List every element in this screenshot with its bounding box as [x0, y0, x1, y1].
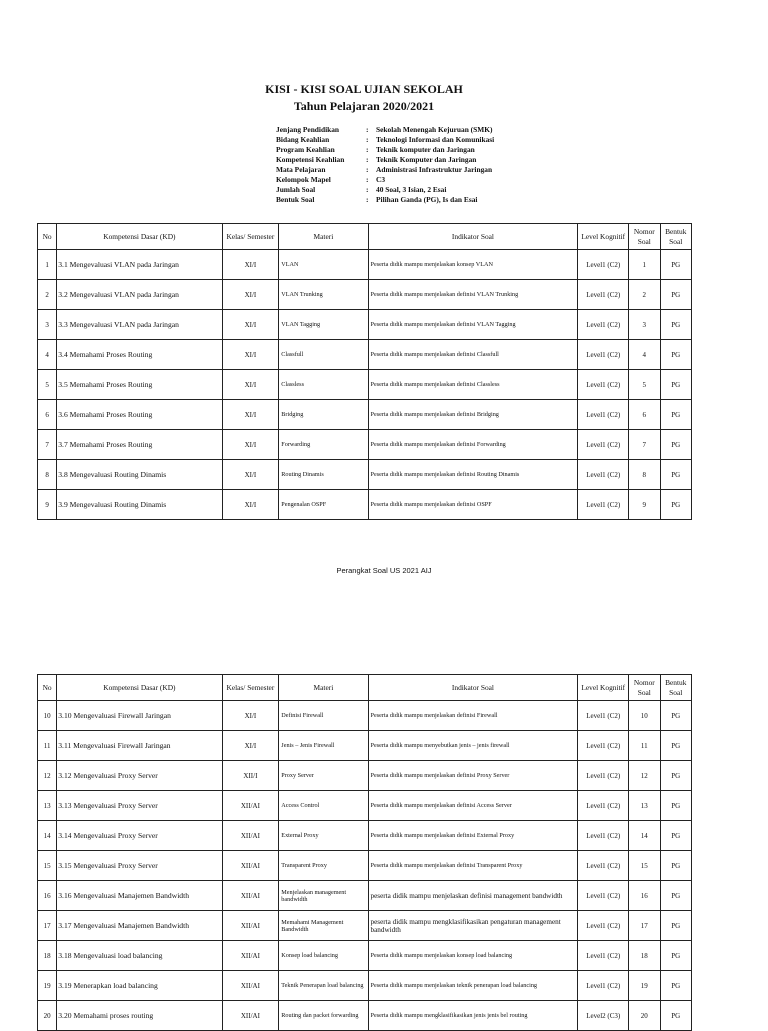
- cell-level: Level1 (C2): [578, 701, 629, 731]
- cell-indikator: Peserta didik mampu menjelaskan definisi Firewall: [368, 701, 578, 731]
- cell-nomor: 8: [629, 460, 660, 490]
- exam-info-row: [276, 135, 494, 145]
- info-key: Kompetensi Keahlian: [276, 155, 345, 164]
- info-separator: :: [366, 185, 369, 194]
- cell-level: Level1 (C2): [578, 971, 629, 1001]
- cell-indikator: Peserta didik mampu menjelaskan definisi Proxy Server: [368, 761, 578, 791]
- exam-info-row: [276, 145, 494, 155]
- cell-kd: 3.5 Memahami Proses Routing: [57, 370, 222, 400]
- cell-nomor: 18: [629, 941, 660, 971]
- cell-nomor: 4: [629, 340, 660, 370]
- exam-info-block: [276, 125, 494, 205]
- cell-indikator: Peserta didik mampu menjelaskan definisi Bridging: [368, 400, 578, 430]
- cell-nomor: 7: [629, 430, 660, 460]
- cell-materi: Bridging: [279, 400, 368, 430]
- cell-kd: 3.11 Mengevaluasi Firewall Jaringan: [57, 731, 222, 761]
- cell-materi: Konsep load balancing: [279, 941, 368, 971]
- cell-level: Level1 (C2): [578, 821, 629, 851]
- table-row: [38, 340, 692, 370]
- cell-no: 8: [38, 460, 57, 490]
- cell-kd: 3.16 Mengevaluasi Manajemen Bandwidth: [57, 881, 222, 911]
- cell-indikator: Peserta didik mampu menyebutkan jenis – jenis firewall: [368, 731, 578, 761]
- cell-no: 14: [38, 821, 57, 851]
- cell-kd: 3.6 Memahami Proses Routing: [57, 400, 222, 430]
- info-separator: :: [366, 195, 369, 204]
- cell-no: 2: [38, 280, 57, 310]
- info-value: 40 Soal, 3 Isian, 2 Esai: [376, 185, 447, 194]
- cell-no: 7: [38, 430, 57, 460]
- info-value: Teknik komputer dan Jaringan: [376, 145, 475, 154]
- cell-materi: External Proxy: [279, 821, 368, 851]
- cell-indikator: Peserta didik mampu menjelaskan konsep load balancing: [368, 941, 578, 971]
- table-row: [38, 911, 692, 941]
- cell-kd: 3.3 Mengevaluasi VLAN pada Jaringan: [57, 310, 222, 340]
- cell-bentuk: PG: [660, 490, 692, 520]
- cell-no: 9: [38, 490, 57, 520]
- cell-nomor: 12: [629, 761, 660, 791]
- cell-materi: Jenis – Jenis Firewall: [279, 731, 368, 761]
- info-key: Jenjang Pendidikan: [276, 125, 340, 134]
- cell-no: 10: [38, 701, 57, 731]
- column-header-indikator: Indikator Soal: [368, 224, 578, 250]
- cell-kd: 3.4 Memahami Proses Routing: [57, 340, 222, 370]
- page-footer: Perangkat Soal US 2021 AIJ: [336, 566, 432, 575]
- exam-info-row: [276, 125, 494, 135]
- cell-kelas: XII/AI: [222, 911, 279, 941]
- cell-kd: 3.13 Mengevaluasi Proxy Server: [57, 791, 222, 821]
- cell-nomor: 16: [629, 881, 660, 911]
- cell-indikator: Peserta didik mampu menjelaskan definisi VLAN Tagging: [368, 310, 578, 340]
- cell-nomor: 9: [629, 490, 660, 520]
- cell-bentuk: PG: [660, 280, 692, 310]
- info-key: Mata Pelajaran: [276, 165, 326, 174]
- cell-kelas: XII/AI: [222, 791, 279, 821]
- cell-kelas: XII/AI: [222, 1001, 279, 1031]
- table-row: [38, 881, 692, 911]
- cell-level: Level1 (C2): [578, 490, 629, 520]
- cell-nomor: 15: [629, 851, 660, 881]
- column-header-level: Level Kognitif: [578, 675, 629, 701]
- info-key: Kelompok Mapel: [276, 175, 331, 184]
- cell-kelas: XI/I: [222, 400, 279, 430]
- column-header-materi: Materi: [279, 675, 368, 701]
- exam-info-row: [276, 175, 494, 185]
- cell-indikator: Peserta didik mampu menjelaskan definisi Access Server: [368, 791, 578, 821]
- cell-level: Level1 (C2): [578, 761, 629, 791]
- table-row: [38, 310, 692, 340]
- column-header-bentuk: Bentuk Soal: [660, 224, 692, 250]
- table-row: [38, 851, 692, 881]
- cell-bentuk: PG: [660, 400, 692, 430]
- cell-nomor: 17: [629, 911, 660, 941]
- column-header-nomor: Nomor Soal: [629, 224, 660, 250]
- info-value: Sekolah Menengah Kejuruan (SMK): [376, 125, 493, 134]
- cell-level: Level1 (C2): [578, 370, 629, 400]
- cell-indikator: Peserta didik mampu menjelaskan teknik penerapan load balancing: [368, 971, 578, 1001]
- cell-nomor: 6: [629, 400, 660, 430]
- table-row: [38, 791, 692, 821]
- info-separator: :: [366, 165, 369, 174]
- cell-nomor: 14: [629, 821, 660, 851]
- cell-nomor: 11: [629, 731, 660, 761]
- cell-indikator: Peserta didik mampu menjelaskan definisi VLAN Trunking: [368, 280, 578, 310]
- table-row: [38, 821, 692, 851]
- cell-no: 13: [38, 791, 57, 821]
- cell-no: 15: [38, 851, 57, 881]
- question-grid-table-2: [37, 674, 692, 1031]
- cell-indikator: Peserta didik mampu menjelaskan definisi External Proxy: [368, 821, 578, 851]
- cell-level: Level1 (C2): [578, 791, 629, 821]
- cell-kelas: XII/AI: [222, 821, 279, 851]
- cell-kd: 3.19 Menerapkan load balancing: [57, 971, 222, 1001]
- info-key: Program Keahlian: [276, 145, 335, 154]
- cell-bentuk: PG: [660, 460, 692, 490]
- cell-kd: 3.8 Mengevaluasi Routing Dinamis: [57, 460, 222, 490]
- cell-indikator: Peserta didik mampu menjelaskan definisi OSPF: [368, 490, 578, 520]
- cell-materi: Definisi Firewall: [279, 701, 368, 731]
- table-row: [38, 731, 692, 761]
- cell-bentuk: PG: [660, 731, 692, 761]
- info-value: Teknologi Informasi dan Komunikasi: [376, 135, 495, 144]
- cell-no: 11: [38, 731, 57, 761]
- cell-materi: Teknik Penerapan load balancing: [279, 971, 368, 1001]
- info-separator: :: [366, 125, 369, 134]
- info-value: Administrasi Infrastruktur Jaringan: [376, 165, 493, 174]
- cell-kelas: XI/I: [222, 430, 279, 460]
- column-header-kd: Kompetensi Dasar (KD): [57, 224, 222, 250]
- table-row: [38, 370, 692, 400]
- cell-kelas: XI/I: [222, 731, 279, 761]
- column-header-materi: Materi: [279, 224, 368, 250]
- cell-indikator: Peserta didik mampu menjelaskan definisi Classfull: [368, 340, 578, 370]
- cell-kd: 3.20 Memahami proses routing: [57, 1001, 222, 1031]
- document-subtitle: Tahun Pelajaran 2020/2021: [293, 99, 435, 113]
- cell-no: 3: [38, 310, 57, 340]
- cell-indikator: Peserta didik mampu menjelaskan konsep VLAN: [368, 250, 578, 280]
- column-header-kelas: Kelas/ Semester: [222, 224, 279, 250]
- cell-materi: VLAN Tagging: [279, 310, 368, 340]
- cell-level: Level1 (C2): [578, 941, 629, 971]
- cell-kelas: XII/AI: [222, 881, 279, 911]
- table-row: [38, 280, 692, 310]
- cell-no: 17: [38, 911, 57, 941]
- cell-kelas: XI/I: [222, 280, 279, 310]
- cell-bentuk: PG: [660, 701, 692, 731]
- table-row: [38, 250, 692, 280]
- table-row: [38, 701, 692, 731]
- cell-kd: 3.18 Mengevaluasi load balancing: [57, 941, 222, 971]
- cell-kd: 3.2 Mengevaluasi VLAN pada Jaringan: [57, 280, 222, 310]
- column-header-no: No: [38, 224, 57, 250]
- cell-kelas: XI/I: [222, 250, 279, 280]
- cell-no: 19: [38, 971, 57, 1001]
- cell-kd: 3.17 Mengevaluasi Manajemen Bandwidth: [57, 911, 222, 941]
- table-row: [38, 430, 692, 460]
- cell-materi: Forwarding: [279, 430, 368, 460]
- cell-bentuk: PG: [660, 971, 692, 1001]
- cell-kd: 3.7 Memahami Proses Routing: [57, 430, 222, 460]
- cell-bentuk: PG: [660, 791, 692, 821]
- cell-nomor: 10: [629, 701, 660, 731]
- document-title: KISI - KISI SOAL UJIAN SEKOLAH: [265, 82, 463, 96]
- cell-indikator: Peserta didik mampu menjelaskan definisi Classless: [368, 370, 578, 400]
- cell-kelas: XII/I: [222, 761, 279, 791]
- cell-indikator: Peserta didik mampu menjelaskan definisi Forwarding: [368, 430, 578, 460]
- cell-bentuk: PG: [660, 851, 692, 881]
- cell-nomor: 19: [629, 971, 660, 1001]
- cell-level: Level1 (C2): [578, 250, 629, 280]
- table-row: [38, 490, 692, 520]
- cell-no: 12: [38, 761, 57, 791]
- cell-nomor: 2: [629, 280, 660, 310]
- cell-level: Level1 (C2): [578, 430, 629, 460]
- cell-materi: Transparent Proxy: [279, 851, 368, 881]
- cell-no: 6: [38, 400, 57, 430]
- cell-level: Level2 (C3): [578, 1001, 629, 1031]
- column-header-level: Level Kognitif: [578, 224, 629, 250]
- cell-kd: 3.9 Mengevaluasi Routing Dinamis: [57, 490, 222, 520]
- cell-materi: Menjelaskan management bandwidth: [279, 881, 368, 911]
- cell-bentuk: PG: [660, 821, 692, 851]
- table-header-row: [38, 224, 692, 250]
- table-header-row: [38, 675, 692, 701]
- exam-info-row: [276, 165, 494, 175]
- table-row: [38, 761, 692, 791]
- cell-nomor: 3: [629, 310, 660, 340]
- cell-level: Level1 (C2): [578, 400, 629, 430]
- cell-materi: Access Control: [279, 791, 368, 821]
- column-header-kelas: Kelas/ Semester: [222, 675, 279, 701]
- table-row: [38, 971, 692, 1001]
- info-key: Bentuk Soal: [276, 195, 315, 204]
- cell-materi: VLAN: [279, 250, 368, 280]
- info-value: Teknik Komputer dan Jaringan: [376, 155, 477, 164]
- table-row: [38, 400, 692, 430]
- cell-materi: Routing dan packet forwarding: [279, 1001, 368, 1031]
- cell-level: Level1 (C2): [578, 881, 629, 911]
- cell-kd: 3.14 Mengevaluasi Proxy Server: [57, 821, 222, 851]
- table-row: [38, 941, 692, 971]
- question-grid-table-1: [37, 223, 692, 520]
- cell-indikator: peserta didik mampu mengklasifikasikan pengaturan management bandwidth: [368, 911, 578, 941]
- cell-no: 18: [38, 941, 57, 971]
- exam-info-row: [276, 185, 494, 195]
- cell-bentuk: PG: [660, 250, 692, 280]
- cell-materi: Classfull: [279, 340, 368, 370]
- cell-level: Level1 (C2): [578, 851, 629, 881]
- cell-level: Level1 (C2): [578, 310, 629, 340]
- cell-bentuk: PG: [660, 1001, 692, 1031]
- cell-no: 5: [38, 370, 57, 400]
- info-value: Pilihan Ganda (PG), Is dan Esai: [376, 195, 478, 204]
- info-separator: :: [366, 175, 369, 184]
- cell-materi: Pengenalan OSPF: [279, 490, 368, 520]
- cell-indikator: Peserta didik mampu menjelaskan definisi Transparent Proxy: [368, 851, 578, 881]
- cell-kd: 3.1 Mengevaluasi VLAN pada Jaringan: [57, 250, 222, 280]
- cell-bentuk: PG: [660, 340, 692, 370]
- info-separator: :: [366, 155, 369, 164]
- cell-nomor: 20: [629, 1001, 660, 1031]
- cell-nomor: 13: [629, 791, 660, 821]
- cell-kelas: XII/AI: [222, 941, 279, 971]
- cell-kelas: XI/I: [222, 310, 279, 340]
- cell-kd: 3.10 Mengevaluasi Firewall Jaringan: [57, 701, 222, 731]
- cell-level: Level1 (C2): [578, 460, 629, 490]
- column-header-kd: Kompetensi Dasar (KD): [57, 675, 222, 701]
- cell-indikator: Peserta didik mampu mengklasifikasikan jenis jenis bel routing: [368, 1001, 578, 1031]
- cell-kelas: XI/I: [222, 370, 279, 400]
- table-row: [38, 1001, 692, 1031]
- cell-kelas: XI/I: [222, 701, 279, 731]
- cell-kelas: XI/I: [222, 340, 279, 370]
- column-header-nomor: Nomor Soal: [629, 675, 660, 701]
- cell-no: 16: [38, 881, 57, 911]
- cell-nomor: 1: [629, 250, 660, 280]
- cell-kelas: XI/I: [222, 460, 279, 490]
- table-row: [38, 460, 692, 490]
- cell-materi: Proxy Server: [279, 761, 368, 791]
- cell-materi: Classless: [279, 370, 368, 400]
- cell-bentuk: PG: [660, 310, 692, 340]
- cell-materi: Routing Dinamis: [279, 460, 368, 490]
- cell-indikator: peserta didik mampu menjelaskan definisi management bandwidth: [368, 881, 578, 911]
- cell-bentuk: PG: [660, 761, 692, 791]
- cell-materi: VLAN Trunking: [279, 280, 368, 310]
- column-header-no: No: [38, 675, 57, 701]
- info-key: Jumlah Soal: [276, 185, 316, 194]
- cell-bentuk: PG: [660, 430, 692, 460]
- cell-kd: 3.15 Mengevaluasi Proxy Server: [57, 851, 222, 881]
- cell-no: 1: [38, 250, 57, 280]
- info-separator: :: [366, 135, 369, 144]
- info-separator: :: [366, 145, 369, 154]
- exam-info-row: [276, 155, 494, 165]
- cell-kelas: XII/AI: [222, 851, 279, 881]
- cell-bentuk: PG: [660, 370, 692, 400]
- info-value: C3: [376, 175, 386, 184]
- column-header-bentuk: Bentuk Soal: [660, 675, 692, 701]
- cell-indikator: Peserta didik mampu menjelaskan definisi Routing Dinamis: [368, 460, 578, 490]
- cell-kelas: XI/I: [222, 490, 279, 520]
- cell-no: 20: [38, 1001, 57, 1031]
- cell-level: Level1 (C2): [578, 340, 629, 370]
- cell-kelas: XII/AI: [222, 971, 279, 1001]
- column-header-indikator: Indikator Soal: [368, 675, 578, 701]
- cell-kd: 3.12 Mengevaluasi Proxy Server: [57, 761, 222, 791]
- exam-info-row: [276, 195, 494, 205]
- info-key: Bidang Keahlian: [276, 135, 330, 144]
- cell-level: Level1 (C2): [578, 280, 629, 310]
- cell-no: 4: [38, 340, 57, 370]
- cell-nomor: 5: [629, 370, 660, 400]
- cell-bentuk: PG: [660, 911, 692, 941]
- cell-level: Level1 (C2): [578, 731, 629, 761]
- cell-materi: Memahami Management Bandwidth: [279, 911, 368, 941]
- cell-bentuk: PG: [660, 941, 692, 971]
- cell-level: Level1 (C2): [578, 911, 629, 941]
- cell-bentuk: PG: [660, 881, 692, 911]
